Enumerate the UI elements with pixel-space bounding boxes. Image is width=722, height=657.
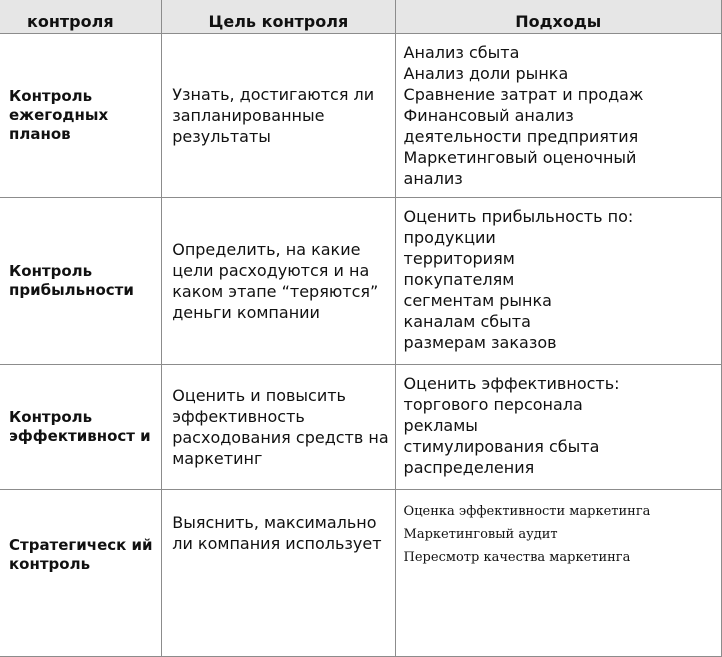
approach-item: Оценить прибыльность по: [403, 207, 634, 226]
approach-item: Сравнение затрат и продаж [403, 85, 644, 104]
approach-item: Оценка эффективности маркетинга [403, 504, 651, 519]
header-control-goal: Цель контроля [162, 0, 395, 34]
control-type-cell: Стратегическ ий контроль [0, 490, 162, 657]
approach-item: сегментам рынка [403, 291, 552, 310]
table-row [0, 34, 722, 198]
approach-item: Пересмотр качества маркетинга [403, 550, 631, 565]
approach-item: продукции [403, 228, 496, 247]
control-goal-cell: Выяснить, максимально ли компания использует [162, 490, 395, 657]
approach-item: Маркетинговый аудит [403, 527, 558, 542]
approach-item: Финансовый анализ [403, 106, 574, 125]
control-type-cell: Контроль эффективност и [0, 365, 162, 490]
control-goal-cell: Оценить и повысить эффективность расходования средств на маркетинг [162, 365, 395, 490]
table-row [0, 490, 722, 657]
approach-item: размерам заказов [403, 333, 557, 352]
approach-item: покупателям [403, 270, 515, 289]
approach-item: Оценить эффективность: [403, 374, 620, 393]
approach-item: каналам сбыта [403, 312, 531, 331]
approach-item: деятельности предприятия [403, 127, 639, 146]
table-row [0, 198, 722, 365]
approach-item: Анализ доли рынка [403, 64, 569, 83]
approaches-cell [395, 34, 721, 198]
control-goal-cell: Узнать, достигаются ли запланированные результаты [162, 34, 395, 198]
approach-item: Анализ сбыта [403, 43, 520, 62]
approach-item: рекламы [403, 416, 478, 435]
control-type-cell: Контроль прибыльности [0, 198, 162, 365]
control-type-cell: Контроль ежегодных планов [0, 34, 162, 198]
table-row [0, 365, 722, 490]
header-control-type: контроля [0, 0, 162, 34]
approach-item: торгового персонала [403, 395, 583, 414]
header-approaches: Подходы [395, 0, 721, 34]
approach-item: территориям [403, 249, 515, 268]
approaches-cell [395, 198, 721, 365]
approaches-cell [395, 365, 721, 490]
table-header-row [0, 0, 722, 34]
approach-item: анализ [403, 169, 463, 188]
control-goal-cell: Определить, на какие цели расходуются и на каком этапе “теряются” деньги компании [162, 198, 395, 365]
approach-item: стимулирования сбыта [403, 437, 600, 456]
approach-item: распределения [403, 458, 535, 477]
approach-item: Маркетинговый оценочный [403, 148, 637, 167]
approaches-cell [395, 490, 721, 657]
